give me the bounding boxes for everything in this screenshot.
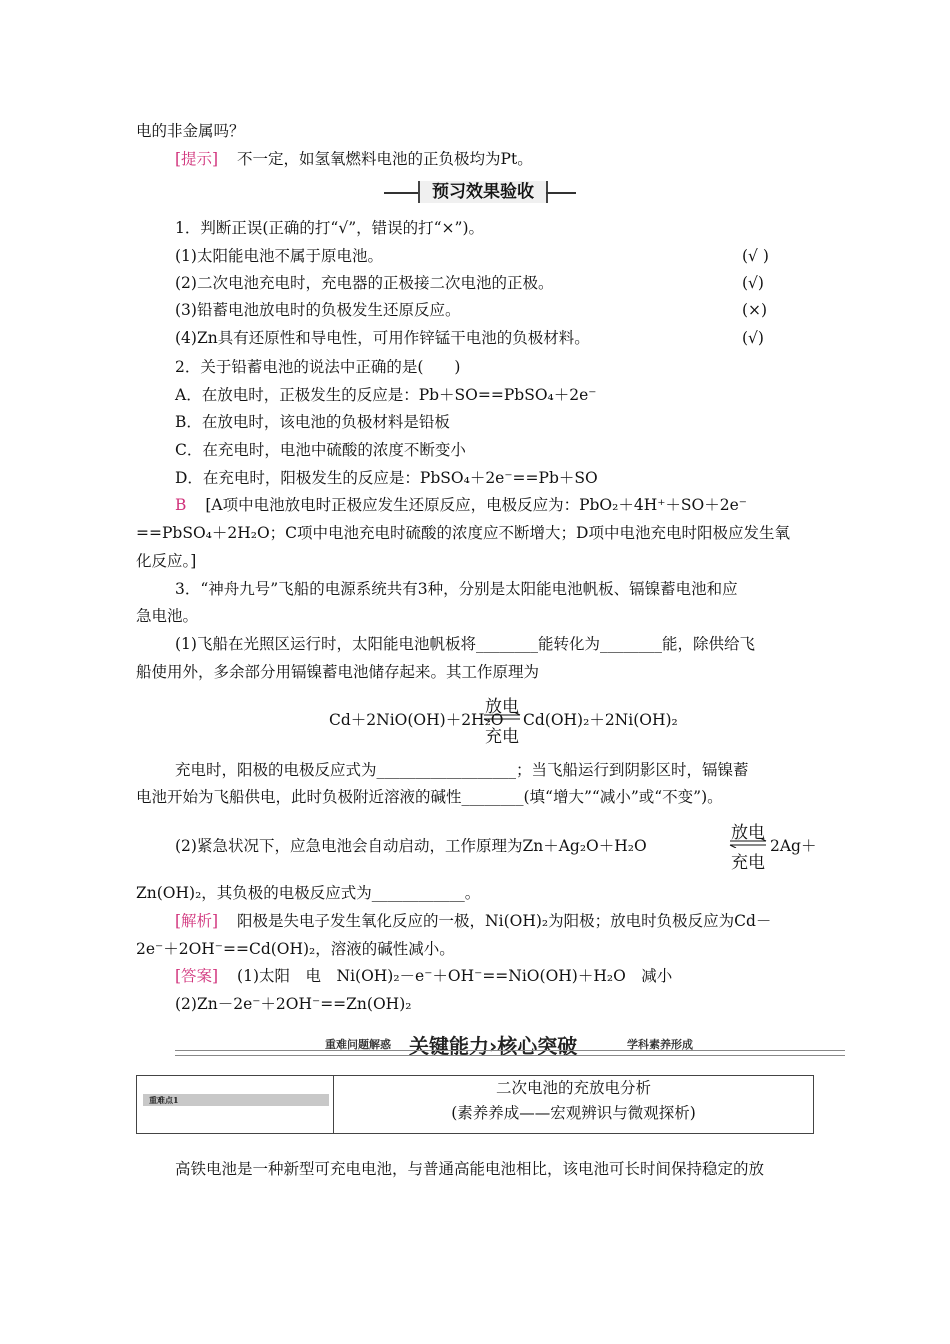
question-3-part-1: (1)飞船在光照区运行时，太阳能电池帆板将________能转化为________能，除供给飞 [175,635,755,653]
question-3: 3．“神舟九号”飞船的电源系统共有3种，分别是太阳能电池帆板、镉镍蓄电池和应 [175,580,738,598]
section-divider [175,1050,845,1056]
analysis-tag: [解析] [175,912,219,930]
question-1-item: (3)铅蓄电池放电时的负极发生还原反应。 [175,301,461,319]
option-a: A．在放电时，正极发生的反应是：Pb＋SO==PbSO₄＋2e⁻ [175,386,597,404]
question-3-part-2: Zn(OH)₂，其负极的电极反应式为____________。 [136,884,481,902]
answer-mark: (√) [742,274,764,292]
question-3-part-1: 电池开始为飞船供电，此时负极附近溶液的碱性________(填“增大”“减小”或“不变”)。 [136,788,723,806]
hint-tag: [提示] [175,150,219,168]
text-line: 高铁电池是一种新型可充电电池，与普通高能电池相比，该电池可长时间保持稳定的放 [175,1160,765,1178]
topic-title: 二次电池的充放电分析 [495,1079,651,1097]
arrow-bottom-label: 充电 [731,853,765,873]
section-main-label: 关键能力›核心突破 [409,1034,578,1058]
hint-text: 不一定，如氢氧燃料电池的正负极均为Pt。 [237,150,533,168]
equation-left: Cd＋2NiO(OH)＋2H₂O [329,711,504,729]
answer-explanation: ==PbSO₄＋2H₂O；C项中电池充电时硫酸的浓度应不断增大；D项中电池充电时阳极应发生氧 [136,524,790,542]
banner-bar-right [546,192,576,194]
hint-line [175,149,533,169]
analysis-line [175,911,771,931]
text-line: 电的非金属吗？ [136,122,245,140]
banner-title: 预习效果验收 [418,181,548,203]
topic-title-block [333,1076,814,1126]
answer-mark: (√ ) [742,247,769,265]
question-3: 急电池。 [136,607,199,625]
answer-mark: (×) [742,301,768,319]
section-left-label: 重难问题解惑 [325,1038,391,1051]
section-right-label: 学科素养形成 [627,1038,693,1051]
equation-right: Cd(OH)₂＋2Ni(OH)₂ [523,711,678,729]
answer-letter: B [175,496,187,514]
banner-bar-left [384,192,418,194]
reversible-arrow [728,818,768,873]
question-2: 2．关于铅蓄电池的说法中正确的是( ) [175,358,461,376]
answer-text: (2)Zn－2e⁻＋2OH⁻==Zn(OH)₂ [175,995,412,1013]
answer-line [175,966,672,986]
answer-mark: (√) [742,329,764,347]
question-1-item: (4)Zn具有还原性和导电性，可用作锌锰干电池的负极材料。 [175,329,590,347]
answer-2-line [175,495,747,515]
question-3-part-2: 2Ag＋ [770,837,817,855]
analysis-text: 阳极是失电子发生氧化反应的一极，Ni(OH)₂为阳极；放电时负极反应为Cd－ [237,912,772,930]
topic-tag: 重难点1 [143,1094,329,1106]
question-3-part-2: (2)紧急状况下，应急电池会自动启动，工作原理为Zn＋Ag₂O＋H₂O [175,837,647,855]
question-1-item: (2)二次电池充电时，充电器的正极接二次电池的正极。 [175,274,554,292]
reversible-arrow [482,692,522,747]
answer-text: (1)太阳 电 Ni(OH)₂－e⁻＋OH⁻==NiO(OH)＋H₂O 减小 [237,967,673,985]
answer-explanation: 化反应。] [136,552,197,570]
question-1: 1．判断正误(正确的打“√”，错误的打“×”)。 [175,219,485,237]
arrow-top-label: 放电 [731,823,765,843]
topic-subtitle: (素养养成——宏观辨识与微观探析) [451,1104,696,1122]
question-3-part-1: 充电时，阳极的电极反应式为__________________；当飞船运行到阴影区时，镉镍蓄 [175,761,749,779]
arrow-bottom-label: 充电 [485,727,519,747]
option-b: B．在放电时，该电池的负极材料是铅板 [175,413,450,431]
analysis-text: 2e⁻＋2OH⁻==Cd(OH)₂，溶液的碱性减小。 [136,940,455,958]
question-1-item: (1)太阳能电池不属于原电池。 [175,247,383,265]
option-d: D．在充电时，阳极发生的反应是：PbSO₄＋2e⁻==Pb＋SO [175,469,598,487]
arrow-top-label: 放电 [485,697,519,717]
section-banner [384,180,576,206]
option-c: C．在充电时，电池中硫酸的浓度不断变小 [175,441,466,459]
answer-explanation: [A项中电池放电时正极应发生还原反应，电极反应为：PbO₂＋4H⁺＋SO＋2e⁻ [205,496,747,514]
equilibrium-arrow-icon [728,838,768,848]
answer-tag: [答案] [175,967,219,985]
question-3-part-1: 船使用外，多余部分用镉镍蓄电池储存起来。其工作原理为 [136,663,540,681]
equilibrium-arrow-icon [482,712,522,722]
section-header [175,1030,845,1058]
